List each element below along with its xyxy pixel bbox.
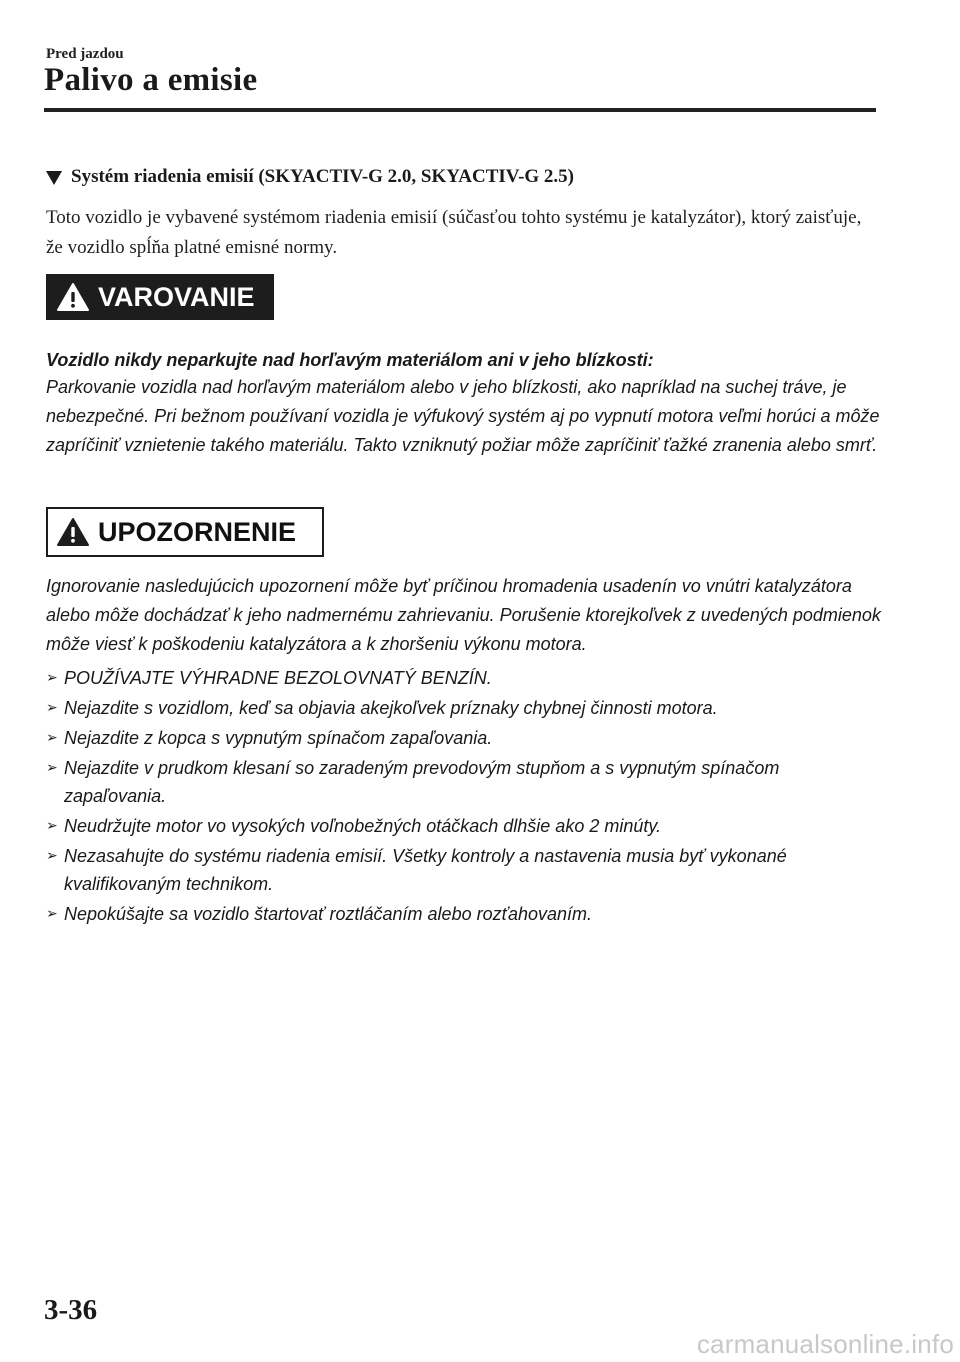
list-item: ➢ Nejazdite s vozidlom, keď sa objavia akejkoľvek príznaky chybnej činnosti motora. — [46, 694, 881, 722]
list-item: ➢ Nepokúšajte sa vozidlo štartovať roztláčaním alebo rozťahovaním. — [46, 900, 881, 928]
page-title: Palivo a emisie — [44, 62, 258, 98]
watermark-link[interactable]: carmanualsonline.info — [696, 1329, 954, 1359]
warning-title: Vozidlo nikdy neparkujte nad horľavým materiálom ani v jeho blízkosti: — [46, 350, 654, 370]
arrow-right-icon: ➢ — [46, 818, 58, 834]
warning-label: VAROVANIE — [98, 281, 255, 312]
page-number: 3-36 — [44, 1294, 98, 1326]
arrow-right-icon: ➢ — [46, 906, 58, 922]
caution-label: UPOZORNENIE — [98, 516, 297, 547]
warning-triangle-icon — [56, 517, 90, 547]
intro-paragraph: Toto vozidlo je vybavené systémom riadenia emisií (súčasťou tohto systému je katalyzátor), ktorý zaisťuje, že vozidlo spĺňa platné emisné normy. — [46, 207, 862, 258]
warning-triangle-icon — [56, 282, 90, 312]
arrow-right-icon: ➢ — [46, 700, 58, 716]
section-label: Pred jazdou — [46, 46, 124, 62]
list-item: ➢ Nejazdite z kopca s vypnutým spínačom zapaľovania. — [46, 724, 881, 752]
section-heading — [46, 166, 876, 188]
arrow-right-icon: ➢ — [46, 730, 58, 746]
triangle-down-icon — [46, 171, 62, 185]
list-item: ➢ POUŽÍVAJTE VÝHRADNE BEZOLOVNATÝ BENZÍN. — [46, 664, 881, 692]
arrow-right-icon: ➢ — [46, 760, 58, 776]
warning-text: Parkovanie vozidla nad horľavým materiálom alebo v jeho blízkosti, ako napríklad na suchej tráve, je nebezpečné. Pri bežnom používaní vozidla je výfukový systém aj po vypnutí motora veľmi horúci a môže zapríčiniť vznietenie takého materiálu. Takto vzniknutý požiar môže zapríčiniť ťažké zranenia alebo smrť. — [46, 377, 880, 455]
caution-badge — [46, 507, 324, 557]
caution-list — [46, 664, 881, 930]
list-item: ➢ Neudržujte motor vo vysokých voľnobežných otáčkach dlhšie ako 2 minúty. — [46, 812, 881, 840]
section-heading-text: Systém riadenia emisií (SKYACTIV-G 2.0, SKYACTIV-G 2.5) — [71, 166, 574, 187]
header-divider — [44, 108, 876, 112]
list-item: ➢ Nejazdite v prudkom klesaní so zaradeným prevodovým stupňom a s vypnutým spínačom zapaľovania. — [46, 754, 881, 810]
caution-text: Ignorovanie nasledujúcich upozornení môže byť príčinou hromadenia usadenín vo vnútri katalyzátora alebo môže dochádzať k jeho nadmernému zahrievaniu. Porušenie ktorejkoľvek z uvedených podmienok môže viesť k poškodeniu katalyzátora a k zhoršeniu výkonu motora. — [46, 576, 881, 654]
arrow-right-icon: ➢ — [46, 848, 58, 864]
list-item: ➢ Nezasahujte do systému riadenia emisií. Všetky kontroly a nastavenia musia byť vykonané kvalifikovaným technikom. — [46, 842, 881, 898]
arrow-right-icon: ➢ — [46, 670, 58, 686]
warning-badge — [46, 274, 274, 320]
